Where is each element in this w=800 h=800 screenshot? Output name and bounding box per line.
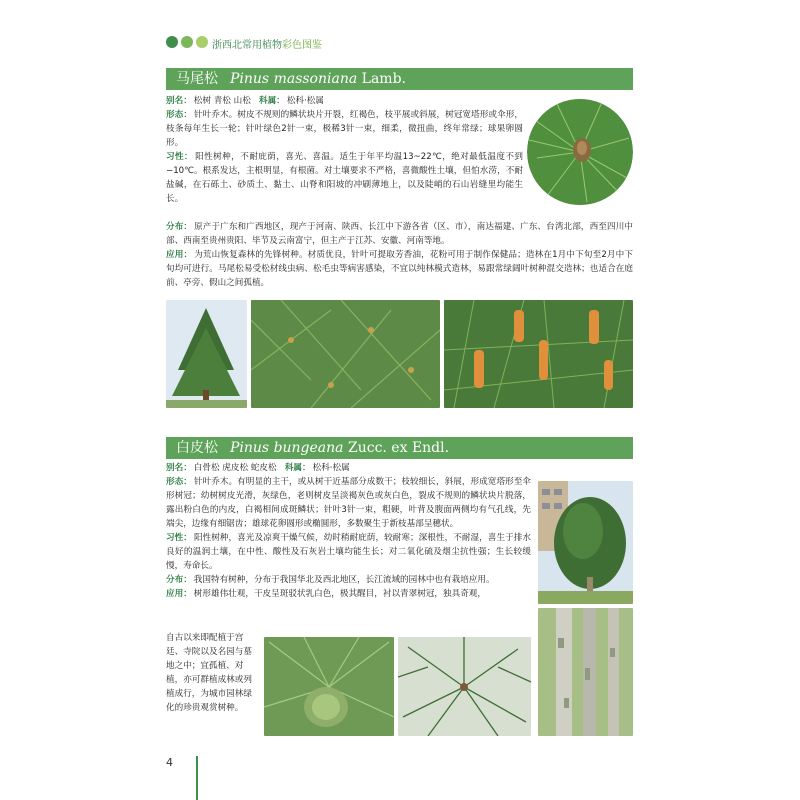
pine-tree-image [166,300,247,408]
alias-line: 别名： 白骨松 虎皮松 蛇皮松 科属： 松科·松属 [166,463,350,473]
lacebark-pine-branches-image [398,637,531,736]
application-paragraph: 应用： 树形雄伟壮观，干皮呈斑驳状乳白色，极其醒目，衬以青翠树冠，独具奇观， [166,589,486,599]
species-name-cn: 马尾松 [176,71,218,87]
sprout-icon [196,36,208,48]
lacebark-pine-trunks-photo [538,608,633,736]
application-paragraph: 应用： 为荒山恢复森林的先锋树种。材质优良，针叶可提取芳香油，花粉可用于制作保健品；造林在1月中下旬至2月中下旬均可进行。马尾松易受松材线虫病、松毛虫等病害感染，不宜以纯林模式造林，易跟常绿阔叶树种混交造林；也适合在庭前、亭旁、假山之间孤植。 [166,250,633,288]
flower-icon [181,36,193,48]
lacebark-pine-cone-image [264,637,394,736]
species-banner [166,68,633,90]
pine-branches-image [251,300,440,408]
pine-needles-photo [527,98,633,206]
species-author: Zucc. ex Endl. [347,440,450,456]
species-banner [166,437,633,459]
application-continued: 自古以来即配植于宫廷、寺院以及名园与墓地之中；宜孤植、对植，亦可群植成林或列植成行，为城市园林绿化的珍贵观赏树种。 [166,633,252,713]
lacebark-pine-tree-image [538,481,633,604]
pine-pollen-cones-image [444,300,633,408]
habit-paragraph: 习性： 阳性树种，不耐庇荫，喜光、喜温。适生于年平均温13~22℃，绝对最低温度不到−10℃。根系发达，主根明显，有根菌。对土壤要求不严格，喜微酸性土壤，但怕水涝，不耐盐碱，在石砾土、砂质土、黏土、山脊和阳坡的冲刷薄地上，以及陡峭的石山岩缝里均能生长。 [166,152,523,204]
habit-paragraph: 习性： 阳性树种，喜光及凉爽干燥气候，幼时稍耐庇荫，较耐寒；深根性，不耐湿，喜生于排水良好的温润土壤，在中性、酸性及石灰岩土壤均能生长；对二氧化硫及烟尘抗性强；生长较缓慢，寿命长。 [166,533,531,571]
pine-tree-photo [166,300,247,408]
lacebark-pine-cone-photo [264,637,394,736]
species-description-top [166,94,523,206]
page-number: 4 [166,756,173,769]
species-author: Lamb. [361,71,406,87]
species-description-bottom [166,220,633,290]
pine-branches-photo [251,300,440,408]
distribution-paragraph: 分布： 原产于广东和广西地区，现产于河南、陕西、长江中下游各省（区、市），南达福建、广东、台湾北部，西至四川中部、西南至贵州贵阳、毕节及云南富宁，但主产于江苏、安徽、河南等地。 [166,222,633,246]
pine-needles-image [527,98,633,206]
species-name-latin: Pinus massoniana [230,71,358,87]
header-title: 浙西北常用植物彩色图鉴 [212,40,322,51]
species-name-cn: 白皮松 [176,440,218,456]
lacebark-pine-tree-photo [538,481,633,604]
pine-pollen-cones-photo [444,300,633,408]
leaf-icon [166,36,178,48]
species-description-top [166,461,531,601]
header-logo-icons [166,36,208,48]
lacebark-pine-trunks-image [538,608,633,736]
footer-divider [196,756,198,800]
morphology-paragraph: 形态： 针叶乔木。树皮不规则的鳞状块片开裂，红褐色，枝平展或斜展，树冠宽塔形或伞形，枝条每年生长一轮；针叶绿色2针一束，极稀3针一束，细柔，微扭曲，终年常绿；球果卵圆形。 [166,110,523,148]
lacebark-pine-branches-photo [398,637,531,736]
alias-line: 别名： 松树 青松 山松 科属： 松科·松属 [166,96,324,106]
distribution-paragraph: 分布： 我国特有树种，分布于我国华北及西北地区，长江流域的园林中也有栽培应用。 [166,575,495,585]
species-name-latin: Pinus bungeana [230,440,344,456]
morphology-paragraph: 形态： 针叶乔木。有明显的主干，或从树干近基部分成数干；枝较细长，斜展，形成宽塔形至伞形树冠；幼树树皮光滑，灰绿色，老则树皮呈淡褐灰色或灰白色，裂成不规则的鳞状块片脱落，露出粉白色的内皮，白褐相间成斑鳞状；针叶3针一束，粗硬，叶背及腹面两侧均有气孔线，先端尖，边缘有细锯齿；雄球花卵圆形或椭圆形，多数聚生于新枝基部呈穗状。 [166,477,531,529]
